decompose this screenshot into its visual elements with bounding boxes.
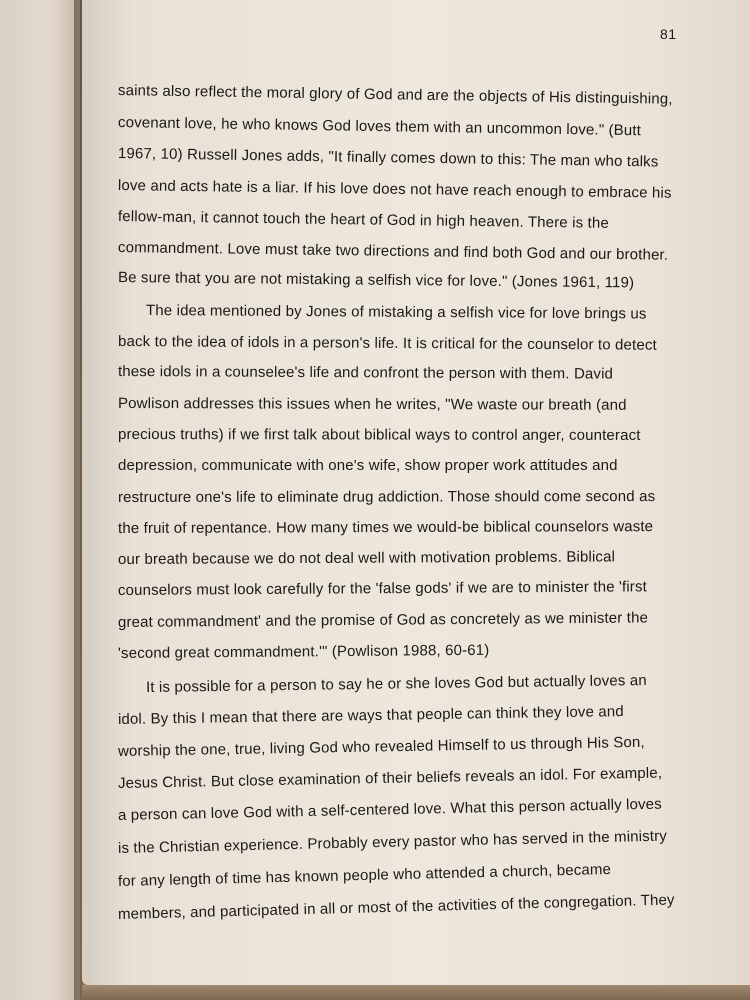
- text-line: The idea mentioned by Jones of mistaking a selfish vice for love brings us: [145, 302, 647, 323]
- text-line: Be sure that you are not mistaking a selfish vice for love." (Jones 1961, 119): [117, 269, 635, 292]
- text-line: idol. By this I mean that there are ways that people can think they love and: [117, 703, 624, 728]
- text-line: back to the idea of idols in a person's life. It is critical for the counselor to detect: [117, 333, 657, 354]
- text-line: for any length of time has known people who attended a church, became: [117, 860, 612, 890]
- text-line: Powlison addresses this issues when he writes, "We waste our breath (and: [117, 395, 627, 414]
- text-line: commandment. Love must take two directions and find both God and our brother.: [117, 239, 669, 264]
- text-line: covenant love, he who knows God loves them with an uncommon love." (Butt: [117, 114, 642, 140]
- page-number: 81: [660, 26, 677, 42]
- text-line: our breath because we do not deal well with motivation problems. Biblical: [117, 548, 616, 568]
- text-line: It is possible for a person to say he or she loves God but actually loves an: [145, 672, 647, 696]
- text-line: is the Christian experience. Probably every pastor who has served in the ministry: [117, 827, 668, 857]
- text-line: great commandment' and the promise of God as concretely as we minister the: [117, 609, 649, 631]
- text-line: 'second great commandment.'" (Powlison 1988, 60-61): [117, 641, 490, 662]
- text-line: fellow-man, it cannot touch the heart of God in high heaven. There is the: [117, 208, 610, 232]
- text-line: a person can love God with a self-centered love. What this person actually loves: [117, 795, 663, 824]
- text-line: depression, communicate with one's wife, show proper work attitudes and: [118, 457, 618, 474]
- text-line: counselors must look carefully for the 'false gods' if we are to minister the 'first: [117, 578, 647, 599]
- text-line: these idols in a counselee's life and confront the person with them. David: [117, 363, 614, 383]
- text-line: the fruit of repentance. How many times we would-be biblical counselors waste: [117, 518, 654, 537]
- text-line: members, and participated in all or most of the activities of the congregation. They: [117, 891, 675, 923]
- text-line: 1967, 10) Russell Jones adds, "It finally comes down to this: The man who talks: [117, 145, 659, 171]
- text-line: precious truths) if we first talk about biblical ways to control anger, counteract: [117, 426, 641, 444]
- text-line: love and acts hate is a liar. If his love does not have reach enough to embrace his: [117, 177, 672, 202]
- text-line: worship the one, true, living God who revealed Himself to us through His Son,: [117, 733, 645, 760]
- text-line: Jesus Christ. But close examination of their beliefs reveals an idol. For example,: [117, 764, 663, 792]
- text-line: saints also reflect the moral glory of God and are the objects of His distinguishing,: [117, 82, 673, 108]
- text-line: restructure one's life to eliminate drug addiction. Those should come second as: [117, 488, 656, 506]
